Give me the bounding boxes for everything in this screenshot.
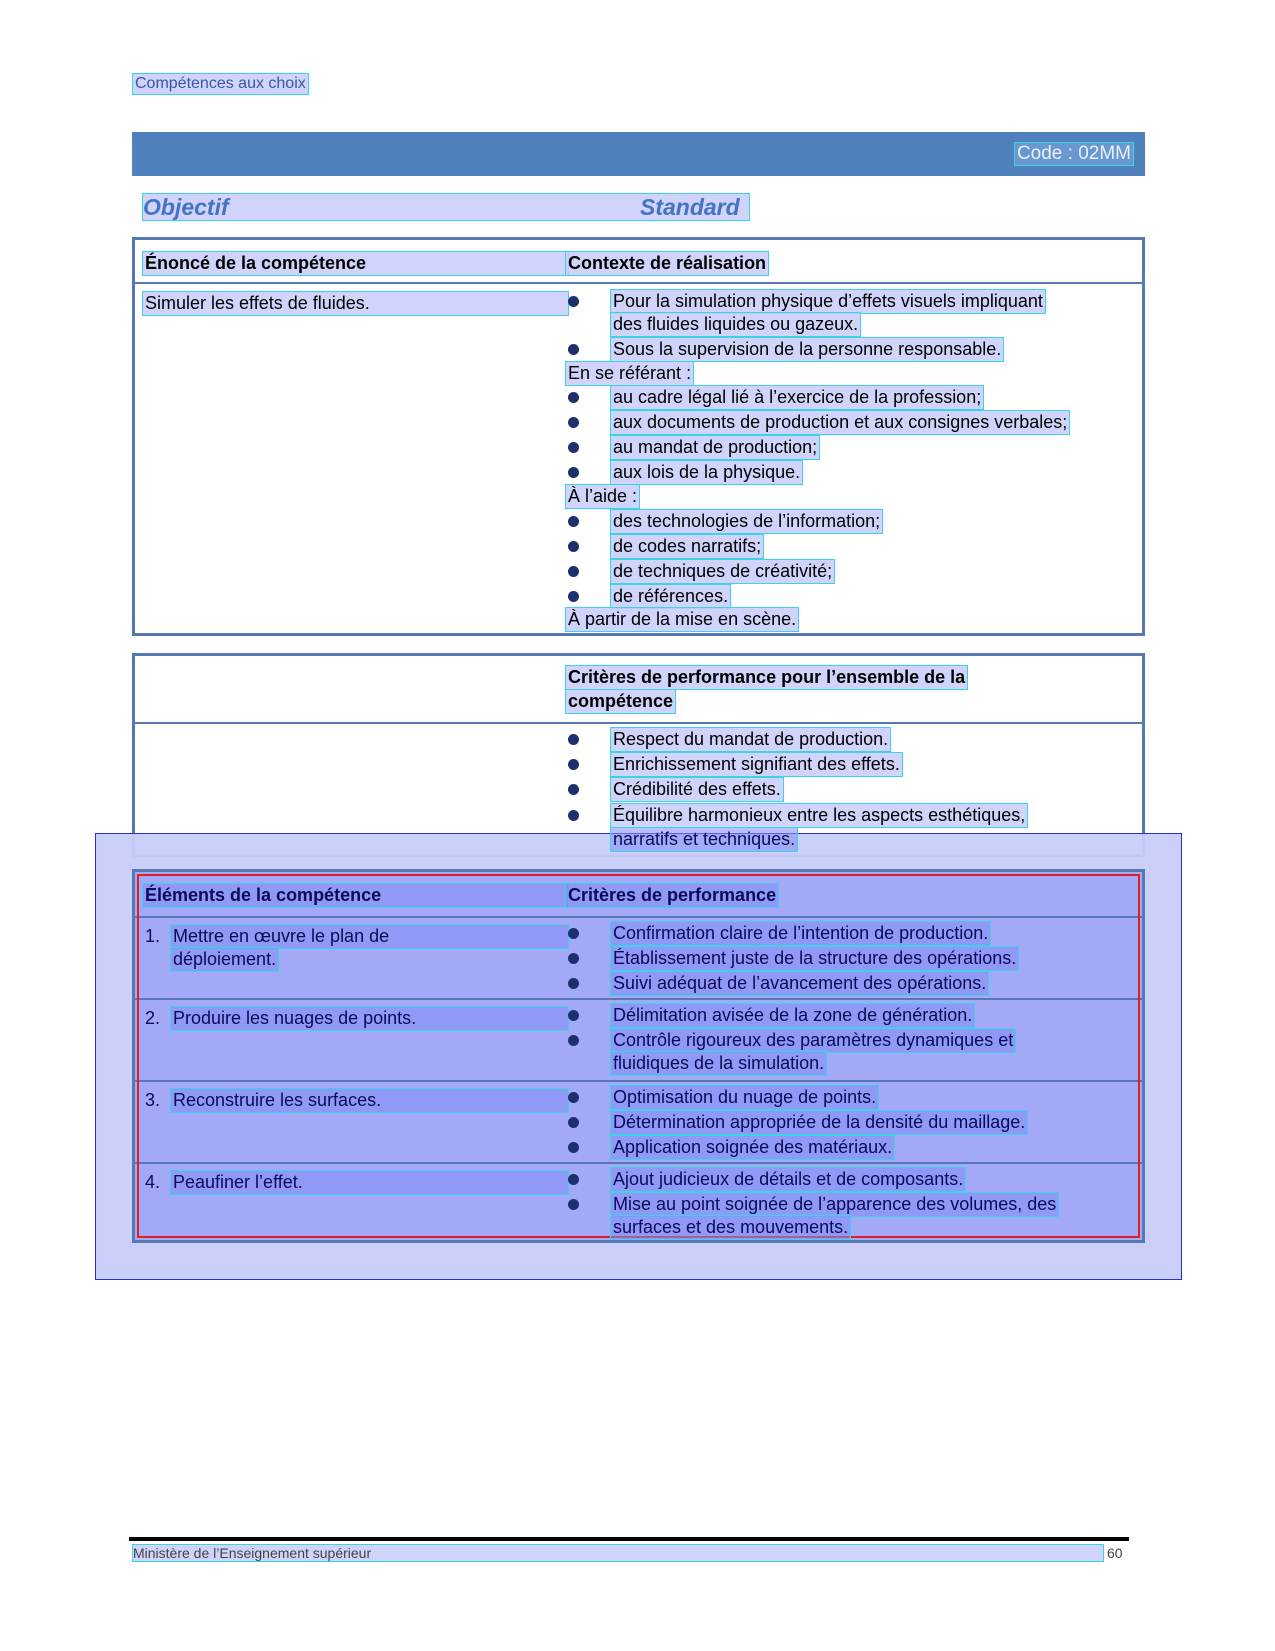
element-text: Reconstruire les surfaces. bbox=[171, 1089, 568, 1112]
context-item-2: Sous la supervision de la personne responsable. bbox=[613, 339, 1002, 359]
aide-item: des technologies de l’information; bbox=[613, 511, 881, 531]
bullet-icon bbox=[568, 1174, 579, 1185]
element-number: 1. bbox=[145, 926, 161, 946]
objectif-standard-heading bbox=[143, 194, 749, 220]
contexte-header: Contexte de réalisation bbox=[568, 253, 767, 273]
criterion: Confirmation claire de l’intention de production. bbox=[613, 923, 989, 943]
bullet-icon bbox=[568, 516, 579, 527]
bullet-icon bbox=[568, 417, 579, 428]
bullet-icon bbox=[568, 1199, 579, 1210]
global-criterion: Crédibilité des effets. bbox=[613, 779, 781, 799]
element-number: 2. bbox=[145, 1008, 161, 1028]
bullet-icon bbox=[568, 1010, 579, 1021]
context-item-1: Pour la simulation physique d’effets visuels impliquant bbox=[613, 291, 1043, 311]
global-criterion: Respect du mandat de production. bbox=[613, 729, 889, 749]
bullet-icon bbox=[568, 541, 579, 552]
global-criterion: Équilibre harmonieux entre les aspects esthétiques, bbox=[613, 805, 1026, 825]
bullet-icon bbox=[568, 1035, 579, 1046]
element-text-cont: déploiement. bbox=[173, 949, 277, 969]
bullet-icon bbox=[568, 978, 579, 989]
running-head: Compétences aux choix bbox=[135, 75, 306, 92]
bullet-icon bbox=[568, 810, 579, 821]
criterion: Ajout judicieux de détails et de composants. bbox=[613, 1169, 964, 1189]
bullet-icon bbox=[568, 1142, 579, 1153]
bullet-icon bbox=[568, 1117, 579, 1128]
criterion: Application soignée des matériaux. bbox=[613, 1137, 893, 1157]
element-number: 3. bbox=[145, 1090, 161, 1110]
footer-ministry: Ministère de l’Enseignement supérieur bbox=[133, 1545, 1103, 1561]
criterion-cont: surfaces et des mouvements. bbox=[613, 1217, 849, 1237]
elements-header: Éléments de la compétence bbox=[143, 884, 568, 907]
global-criteria-header: Critères de performance pour l’ensemble de la bbox=[568, 667, 966, 687]
bullet-icon bbox=[568, 392, 579, 403]
bullet-icon bbox=[568, 467, 579, 478]
context-closing: À partir de la mise en scène. bbox=[568, 609, 797, 629]
aide-intro: À l’aide : bbox=[568, 486, 638, 506]
criterion: Suivi adéquat de l’avancement des opérations. bbox=[613, 973, 987, 993]
bullet-icon bbox=[568, 566, 579, 577]
criterion: Optimisation du nuage de points. bbox=[613, 1087, 877, 1107]
global-criterion: Enrichissement signifiant des effets. bbox=[613, 754, 900, 774]
competency-code: Code : 02MM bbox=[1016, 143, 1131, 164]
bullet-icon bbox=[568, 591, 579, 602]
reference-item: au mandat de production; bbox=[613, 437, 818, 457]
element-text: Produire les nuages de points. bbox=[171, 1007, 568, 1030]
aide-item: de techniques de créativité; bbox=[613, 561, 833, 581]
code-bar bbox=[132, 132, 1145, 176]
bullet-icon bbox=[568, 442, 579, 453]
criteria-header: Critères de performance bbox=[568, 885, 777, 905]
bullet-icon bbox=[568, 928, 579, 939]
aide-item: de codes narratifs; bbox=[613, 536, 762, 556]
bullet-icon bbox=[568, 344, 579, 355]
global-criteria-header-cont: compétence bbox=[568, 691, 674, 711]
reference-item: aux documents de production et aux consignes verbales; bbox=[613, 412, 1068, 432]
bullet-icon bbox=[568, 953, 579, 964]
criterion: Établissement juste de la structure des opérations. bbox=[613, 948, 1017, 968]
standard-heading: Standard bbox=[640, 194, 740, 220]
criterion-cont: fluidiques de la simulation. bbox=[613, 1053, 825, 1073]
criterion: Contrôle rigoureux des paramètres dynamiques et bbox=[613, 1030, 1014, 1050]
enonce-header: Énoncé de la compétence bbox=[143, 252, 568, 275]
bullet-icon bbox=[568, 1092, 579, 1103]
context-item-1-cont: des fluides liquides ou gazeux. bbox=[613, 314, 859, 334]
bullet-icon bbox=[568, 296, 579, 307]
element-text: Peaufiner l’effet. bbox=[171, 1171, 568, 1194]
global-criterion-cont: narratifs et techniques. bbox=[613, 829, 796, 849]
page-number: 60 bbox=[1107, 1545, 1123, 1561]
criterion: Mise au point soignée de l’apparence des volumes, des bbox=[613, 1194, 1057, 1214]
aide-item: de références. bbox=[613, 586, 729, 606]
bullet-icon bbox=[568, 784, 579, 795]
criterion: Détermination appropriée de la densité du maillage. bbox=[613, 1112, 1026, 1132]
reference-item: au cadre légal lié à l’exercice de la profession; bbox=[613, 387, 982, 407]
element-text: Mettre en œuvre le plan de bbox=[171, 925, 568, 948]
reference-intro: En se référant : bbox=[568, 363, 692, 383]
bullet-icon bbox=[568, 734, 579, 745]
criterion: Délimitation avisée de la zone de génération. bbox=[613, 1005, 973, 1025]
element-number: 4. bbox=[145, 1172, 161, 1192]
footer-rule bbox=[129, 1537, 1129, 1541]
reference-item: aux lois de la physique. bbox=[613, 462, 801, 482]
objectif-heading: Objectif bbox=[143, 194, 229, 220]
bullet-icon bbox=[568, 759, 579, 770]
enonce-text: Simuler les effets de fluides. bbox=[143, 292, 568, 315]
